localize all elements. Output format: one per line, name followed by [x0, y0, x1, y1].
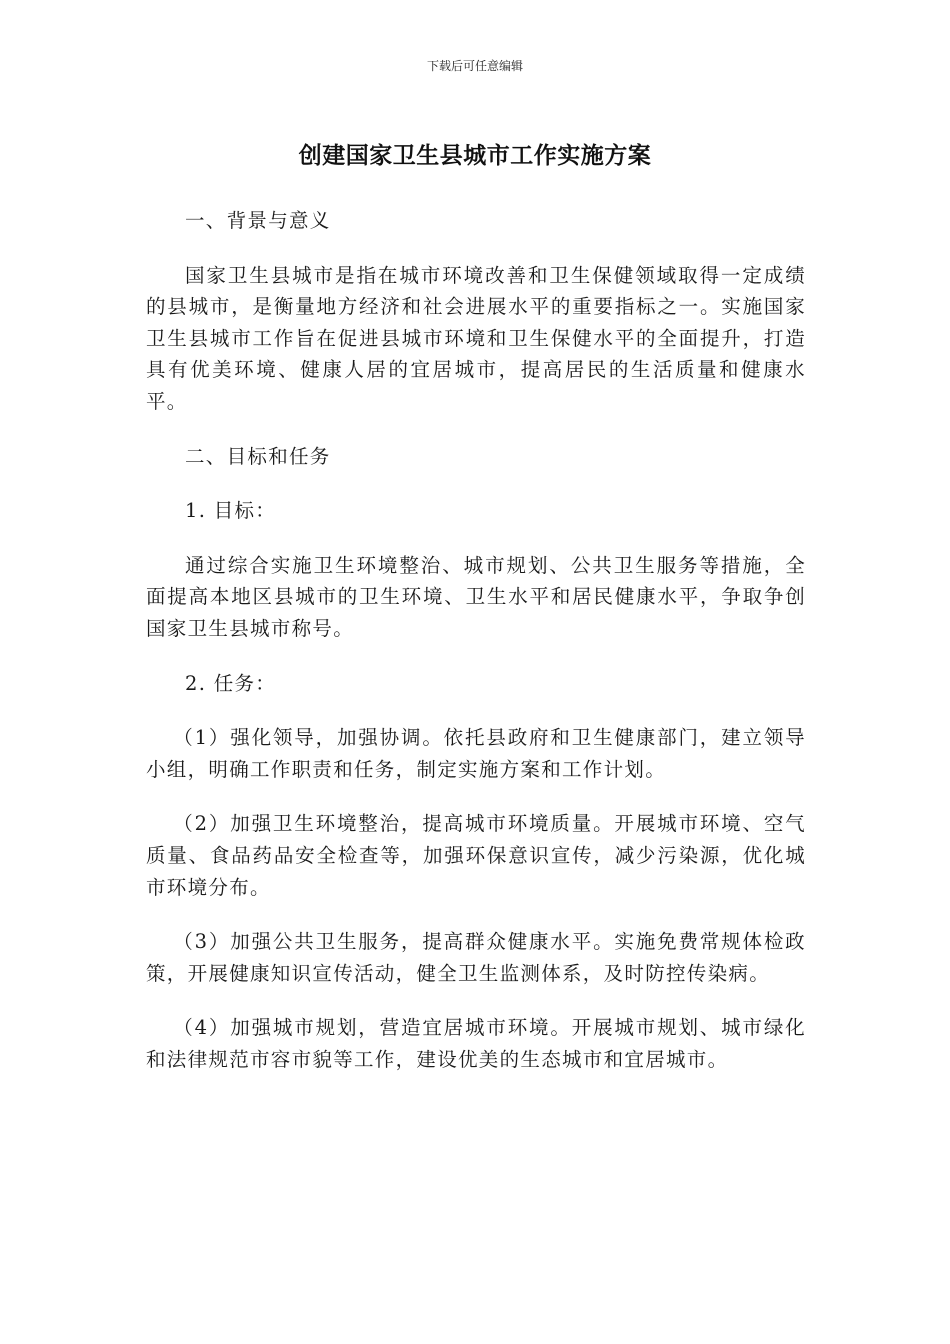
- paragraph-goal: 通过综合实施卫生环境整治、城市规划、公共卫生服务等措施，全面提高本地区县城市的卫生环境、卫生水平和居民健康水平，争取争创国家卫生县城市称号。: [146, 553, 806, 640]
- task-item-3: （3）加强公共卫生服务，提高群众健康水平。实施免费常规体检政策，开展健康知识宣传活动，健全卫生监测体系，及时防控传染病。: [146, 930, 806, 985]
- paragraph-background: 国家卫生县城市是指在城市环境改善和卫生保健领域取得一定成绩的县城市，是衡量地方经济和社会进展水平的重要指标之一。实施国家卫生县城市工作旨在促进县城市环境和卫生保健水平的全面提升，打造具有优美环境、健康人居的宜居城市，提高居民的生活质量和健康水平。: [146, 263, 806, 413]
- subheading-tasks: 2. 任务：: [185, 671, 277, 695]
- task-item-2: （2）加强卫生环境整治，提高城市环境质量。开展城市环境、空气质量、食品药品安全检查等，加强环保意识宣传，减少污染源，优化城市环境分布。: [146, 812, 806, 899]
- document-body: [146, 205, 806, 1098]
- document-title: 创建国家卫生县城市工作实施方案: [298, 143, 652, 169]
- section-heading-goals-tasks: 二、目标和任务: [185, 444, 331, 468]
- section-heading-background: 一、背景与意义: [185, 209, 331, 232]
- header-note: 下载后可任意编辑: [426, 59, 523, 73]
- task-item-1: （1）强化领导，加强协调。依托县政府和卫生健康部门，建立领导小组，明确工作职责和任务，制定实施方案和工作计划。: [146, 726, 806, 781]
- subheading-goal: 1. 目标：: [185, 499, 277, 523]
- task-item-4: （4）加强城市规划，营造宜居城市环境。开展城市规划、城市绿化和法律规范市容市貌等工作，建设优美的生态城市和宜居城市。: [146, 1016, 806, 1071]
